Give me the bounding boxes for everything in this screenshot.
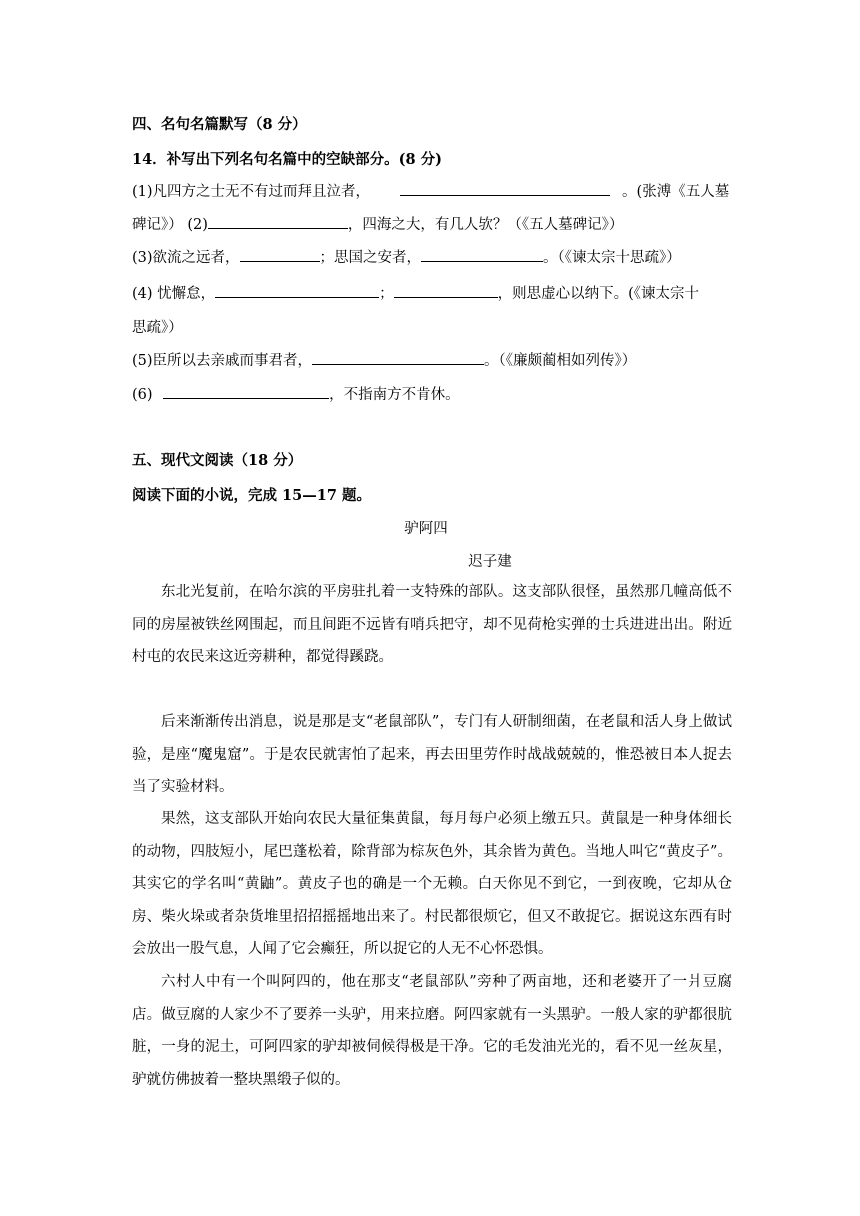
story-author: 迟子建 xyxy=(468,554,512,570)
blank-3 xyxy=(240,247,320,262)
line-6-text-a: (6) xyxy=(132,387,158,403)
reading-instruction: 阅读下面的小说，完成 15—17 题。 xyxy=(132,487,371,504)
blank-7 xyxy=(312,350,484,365)
blank-5 xyxy=(215,283,379,298)
line-4 xyxy=(132,282,699,303)
line-3-text-b: ；思国之安者， xyxy=(319,250,422,266)
line-6-text-b: ，不指南方不肯休。 xyxy=(329,387,460,403)
blank-6 xyxy=(394,283,498,298)
line-2 xyxy=(132,213,623,234)
line-3-text-a: (3)欲流之远者， xyxy=(132,250,240,266)
section-5-title: 五、现代文阅读（18 分） xyxy=(132,452,303,469)
story-title: 驴阿四 xyxy=(404,521,448,537)
paragraph-1: 东北光复前，在哈尔滨的平房驻扎着一支特殊的部队。这支部队很怪，虽然那几幢高低不同的房屋被铁丝网围起，而且间距不远皆有哨兵把守，却不见荷枪实弹的士兵进进出出。附近村屯的农民来这近旁耕种，都觉得蹊跷。 xyxy=(132,584,732,665)
section-4-title: 四、名句名篇默写（8 分） xyxy=(132,116,307,133)
line-1-text-a: (1)凡四方之士无不有过而拜且泣者， xyxy=(132,184,371,200)
blank-4 xyxy=(421,247,543,262)
paragraph-3: 果然，这支部队开始向农民大量征集黄鼠，每月每户必须上缴五只。黄鼠是一种身体细长的动物，四肢短小，尾巴蓬松着，除背部为棕灰色外，其余皆为黄色。当地人叫它“黄皮子”。其实它的学名叫“黄鼬”。黄皮子也的确是一个无赖。白天你见不到它，一到夜晚，它却从仓房、柴火垛或者杂货堆里招招摇摇地出来了。村民都很烦它，但又不敢捉它。据说这东西有时会放出一股气息，人闻了它会癫狂，所以捉它的人无不心怀恐惧。 xyxy=(132,811,732,957)
line-4-text-a: (4) 忧懈怠， xyxy=(132,286,216,302)
line-5-text-a: (5)臣所以去亲戚而事君者， xyxy=(132,353,313,369)
paragraph-2: 后来渐渐传出消息，说是那是支“老鼠部队”，专门有人研制细菌，在老鼠和活人身上做试验，是座“魔鬼窟”。于是农民就害怕了起来，再去田里劳作时战战兢兢的，惟恐被日本人捉去当了实验材料。 xyxy=(132,714,732,795)
line-5 xyxy=(132,349,636,370)
line-6 xyxy=(132,383,460,404)
line-3 xyxy=(132,246,681,267)
blank-1 xyxy=(400,181,610,196)
question-14: 14．补写出下列名句名篇中的空缺部分。(8 分) xyxy=(132,151,443,168)
line-4-cont: 思疏》） xyxy=(132,320,183,336)
line-4-text-b: ； xyxy=(379,286,394,302)
blank-2 xyxy=(208,214,348,229)
line-2-text-a: 碑记》） (2) xyxy=(132,217,208,233)
line-1 xyxy=(132,180,729,201)
blank-8 xyxy=(163,384,329,399)
line-4-text-c: ，则思虚心以纳下。(《谏太宗十 xyxy=(497,286,700,302)
line-2-text-b: ，四海之大，有几人欤？（《五人墓碑记》） xyxy=(347,217,624,233)
line-3-text-c: 。（《谏太宗十思疏》） xyxy=(543,250,681,266)
paragraph-4: 六村人中有一个叫阿四的，他在那支“老鼠部队”旁种了两亩地，还和老婆开了一爿豆腐店。做豆腐的人家少不了要养一头驴，用来拉磨。阿四家就有一头黑驴。一般人家的驴都很肮脏，一身的泥土，可阿四家的驴却被伺候得极是干净。它的毛发油光光的，看不见一丝灰星，驴就仿佛披着一整块黑缎子似的。 xyxy=(132,974,732,1088)
line-5-text-b: 。（《廉颇蔺相如列传》） xyxy=(484,353,637,369)
line-1-text-b: 。(张溥《五人墓 xyxy=(622,184,730,200)
